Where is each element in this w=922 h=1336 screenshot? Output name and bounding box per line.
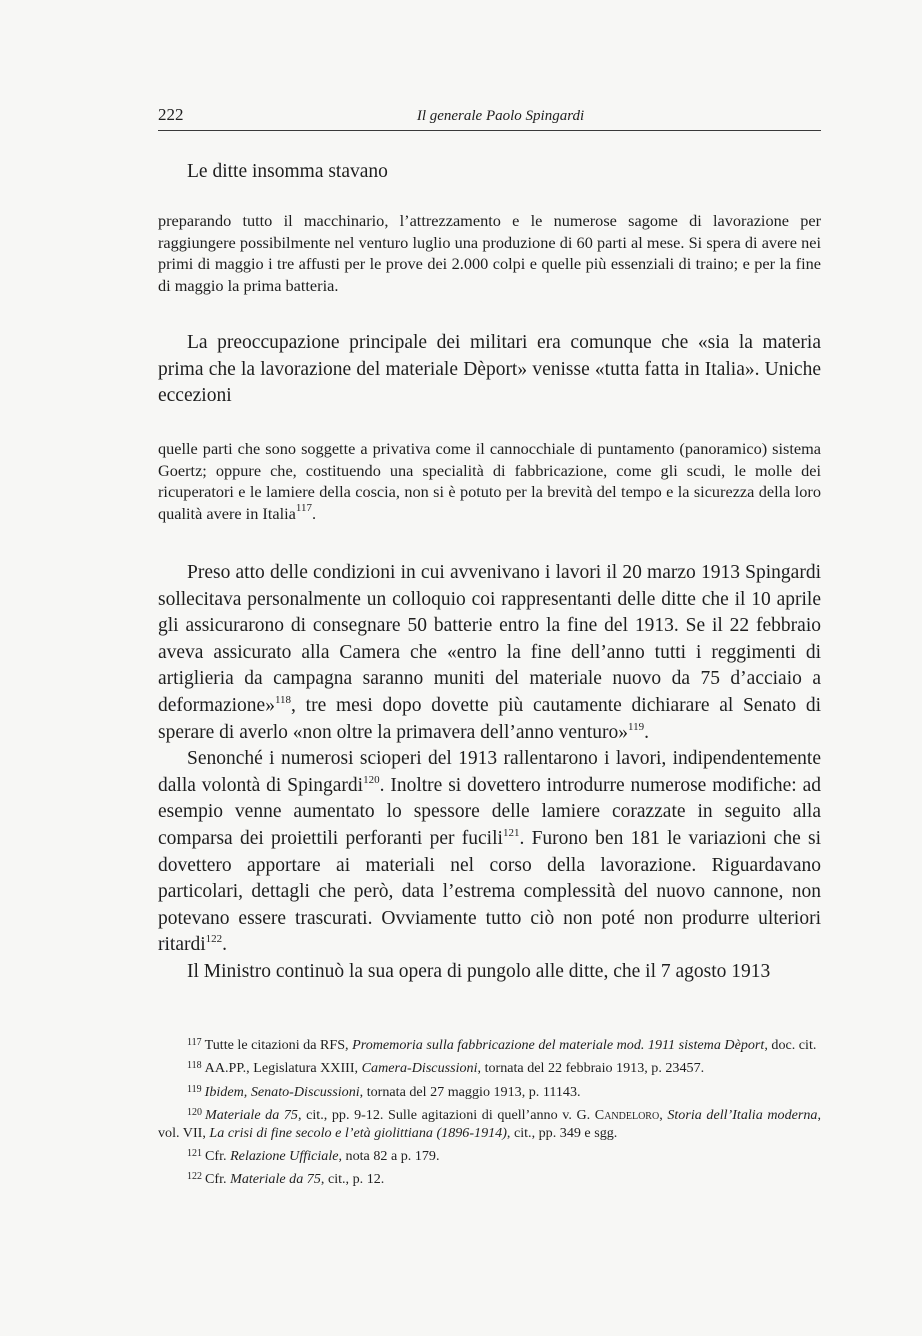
footnote-118: $^{118}$ AA.PP., Legislatura XXIII, Camera-Discussioni, tornata del 22 febbraio 1913, p. 23457. [187,1060,705,1077]
page-number: 222 [158,105,184,124]
footnote-ref: 121 [502,826,520,839]
body-paragraph-2: Senonché i numerosi scioperi del 1913 rallentarono i lavori, indipendentemente dalla volontà di Spingardi$^{120}$. Inoltre si dovettero introdurre numerose modifiche: ad esempio venne aumentato lo spessore delle lamiere corazzate in seguito alla comparsa dei proiettili perforanti per fucili$^{121}$. Furono ben 181 le variazioni che si dovettero apportare ai materiali nel corso della lavorazione. Riguardavano particolari, dettagli che però, data l’estrema complessità del nuovo cannone, non potevano essere trascurati. Ovviamente tutto ciò non poté non produrre ulteriori ritardi$^{122}$. [158,748,821,956]
intro-paragraph: Le ditte insomma stavano [187,161,388,182]
footnote-122: $^{122}$ Cfr. Materiale da 75, cit., p. 12. [187,1171,385,1188]
block-quote-2: quelle parti che sono soggette a privativa come il cannocchiale di puntamento (panoramico) sistema Goertz; oppure che, costituendo una specialità di fabbricazione, come gli scudi, le molle dei ricuperatori e le lamiere della coscia, non si è potuto per la brevità del tempo e la sicurezza della loro qualità avere in Italia$^{117}$. [158,439,821,523]
body-paragraph-1: Preso atto delle condizioni in cui avvenivano i lavori il 20 marzo 1913 Spingardi sollecitava personalmente un colloquio coi rappresentanti delle ditte che il 10 aprile gli assicurarono di consegnare 50 batterie entro la fine del 1913. Se il 22 febbraio aveva assicurato alla Camera che «entro la fine dell’anno tutti i reggimenti di artiglieria da campagna saranno muniti del materiale nuovo da 75 d’acciaio a deformazione»$^{118}$, tre mesi dopo dovette più cautamente dichiarare al Senato di sperare di averlo «non oltre la primavera dell’anno venturo»$^{119}$. [158,562,821,743]
running-title: Il generale Paolo Spingardi [416,108,585,124]
footnote-ref: 118 [274,693,292,706]
footnote-ref: 120 [363,773,380,786]
body-paragraphs [158,560,821,986]
footnote-120: $^{120}$ Materiale da 75, cit., pp. 9-12. Sulle agitazioni di quell’anno v. G. Candeloro, Storia dell’Italia moderna, vol. VII, La crisi di fine secolo e l’età giolittiana (1896-1914), cit., pp. 349 e sgg. [158,1107,822,1141]
body-paragraph-3: Il Ministro continuò la sua opera di pungolo alle ditte, che il 7 agosto 1913 [187,960,771,982]
block-quote-1: preparando tutto il macchinario, l’attrezzamento e le numerose sagome di lavorazione per raggiungere possibilmente nel venturo luglio una produzione di 60 parti al mese. Si spera di avere nei primi di maggio i tre affusti per le prove dei 2.000 colpi e quelle più essenziali di traino; e per la fine di maggio la prima batteria. [158,211,821,295]
page-header [158,104,821,131]
body-paragraph-a: La preoccupazione principale dei militari era comunque che «sia la materia prima che la lavorazione del materiale Dèport» venisse «tutta fatta in Italia». Uniche eccezioni [158,332,821,407]
footnote-119: $^{119}$ Ibidem, Senato-Discussioni, tornata del 27 maggio 1913, p. 11143. [187,1083,581,1100]
footnote-121: $^{121}$ Cfr. Relazione Ufficiale, nota 82 a p. 179. [187,1148,440,1165]
footnotes [158,1034,821,1192]
footnote-117: $^{117}$ Tutte le citazioni da RFS, Promemoria sulla fabbricazione del materiale mod. 1911 sistema Dèport, doc. cit. [187,1037,817,1053]
footnote-ref: 122 [205,933,223,946]
footnote-ref: 119 [627,720,645,733]
footnote-ref: 117 [295,501,312,514]
